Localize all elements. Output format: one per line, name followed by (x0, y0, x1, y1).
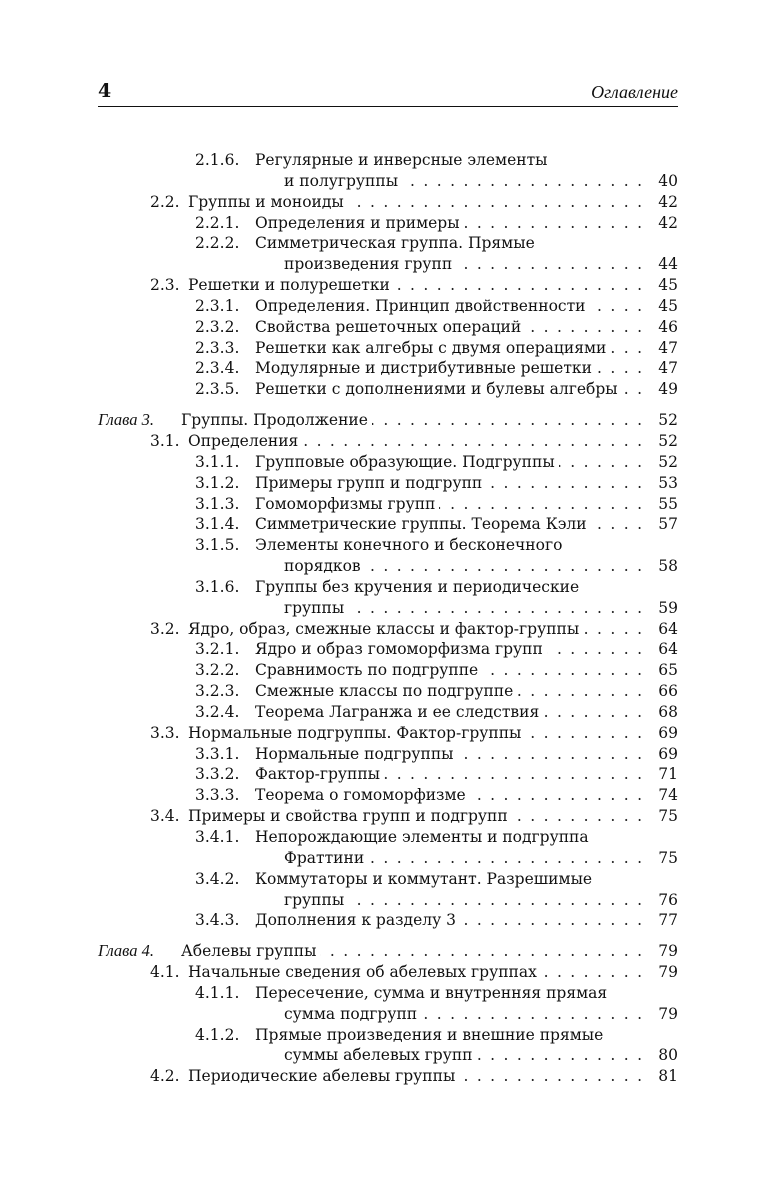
toc-entry-number: 3.1.2. (195, 473, 240, 492)
toc-page-number: 71 (658, 765, 678, 784)
toc-subsection-entry[interactable] (98, 150, 678, 171)
toc-section-entry[interactable] (98, 431, 678, 452)
toc-entry-number: 3.1.5. (195, 536, 240, 555)
toc-entry-number: 3.1.1. (195, 452, 240, 471)
toc-entry-number: 2.3.1. (195, 296, 240, 315)
toc-entry-title: Групповые образующие. Подгруппы (255, 452, 559, 473)
page-number: 4 (98, 80, 112, 102)
toc-entry-continuation[interactable] (98, 556, 678, 577)
toc-entry-title: Нормальные подгруппы. Фактор-группы (188, 723, 525, 744)
toc-entry-title: Смежные классы по подгруппе (255, 681, 517, 702)
toc-entry-title: Теорема о гомоморфизме (255, 785, 470, 806)
toc-subsection-entry[interactable] (98, 296, 678, 317)
toc-page-number: 79 (658, 963, 678, 982)
toc-subsection-entry[interactable] (98, 213, 678, 234)
toc-entry-number: 3.1.3. (195, 494, 240, 513)
toc-entry-title-continuation: сумма подгрупп (284, 1004, 421, 1025)
toc-entry-number: Глава 4. (98, 941, 154, 961)
toc-entry-title: Периодические абелевы группы (188, 1066, 459, 1087)
toc-entry-number: 3.4. (150, 807, 180, 826)
toc-page-number: 42 (658, 192, 678, 211)
toc-entry-title: Дополнения к разделу 3 (255, 910, 460, 931)
running-title: Оглавление (591, 82, 678, 102)
toc-section-entry[interactable] (98, 962, 678, 983)
toc-entry-title-continuation: суммы абелевых групп (284, 1045, 477, 1066)
toc-entry-number: 2.3.2. (195, 317, 240, 336)
toc-page-number: 44 (658, 255, 678, 274)
toc-page-number: 75 (658, 848, 678, 867)
toc-entry-title: Регулярные и инверсные элементы (255, 150, 552, 171)
toc-entry-title: Примеры групп и подгрупп (255, 473, 486, 494)
toc-entry-title: Группы и моноиды (188, 192, 348, 213)
toc-entry-title: Пересечение, сумма и внутренняя прямая (255, 983, 611, 1004)
toc-subsection-entry[interactable] (98, 452, 678, 473)
toc-subsection-entry[interactable] (98, 827, 678, 848)
toc-entry-number: 3.2.3. (195, 682, 240, 701)
toc-entry-title: Ядро и образ гомоморфизма групп (255, 639, 547, 660)
toc-entry-title: Группы без кручения и периодические (255, 577, 583, 598)
toc-page-number: 77 (658, 911, 678, 930)
toc-entry-title: Коммутаторы и коммутант. Разрешимые (255, 869, 596, 890)
toc-entry-title: Решетки и полурешетки (188, 275, 394, 296)
toc-page-number: 81 (658, 1067, 678, 1086)
toc-entry-title: Элементы конечного и бесконечного (255, 535, 566, 556)
page-header (98, 78, 678, 104)
toc-chapter-entry[interactable] (98, 410, 678, 431)
toc-entry-title: Определения (188, 431, 302, 452)
toc-page-number: 55 (658, 494, 678, 513)
toc-subsection-entry[interactable] (98, 577, 678, 598)
toc-page-number: 75 (658, 807, 678, 826)
toc-entry-title: Теорема Лагранжа и ее следствия (255, 702, 543, 723)
toc-entry-title: Гомоморфизмы групп (255, 494, 439, 515)
toc-subsection-entry[interactable] (98, 660, 678, 681)
toc-entry-number: 2.1.6. (195, 151, 240, 169)
toc-entry-number: 3.4.3. (195, 911, 240, 930)
toc-entry-number: 3.1.4. (195, 515, 240, 534)
toc-entry-number: 3.3. (150, 723, 180, 742)
toc-entry-number: 3.3.2. (195, 765, 240, 784)
toc-entry-number: 2.3.5. (195, 380, 240, 399)
toc-page-number: 46 (658, 317, 678, 336)
toc-entry-number: 2.3.3. (195, 338, 240, 357)
toc-subsection-entry[interactable] (98, 983, 678, 1004)
toc-page-number: 52 (658, 411, 678, 430)
toc-page-number: 74 (658, 786, 678, 805)
toc-entry-title: Симметрические группы. Теорема Кэли (255, 514, 591, 535)
toc-entry-number: Глава 3. (98, 410, 154, 430)
toc-entry-number: 2.2.2. (195, 234, 240, 253)
toc-entry-number: 3.1.6. (195, 577, 240, 596)
table-of-contents (98, 150, 678, 1087)
toc-entry-title-continuation: группы (284, 598, 348, 619)
toc-section-entry[interactable] (98, 192, 678, 213)
toc-entry-continuation[interactable] (98, 1045, 678, 1066)
toc-entry-title: Группы. Продолжение (181, 410, 372, 431)
toc-entry-title: Фактор-группы (255, 764, 384, 785)
toc-entry-number: 3.3.3. (195, 786, 240, 805)
toc-page-number: 58 (658, 557, 678, 576)
toc-entry-title-continuation: произведения групп (284, 254, 456, 275)
toc-section-entry[interactable] (98, 806, 678, 827)
toc-page-number: 80 (658, 1046, 678, 1065)
toc-entry-title: Определения. Принцип двойственности (255, 296, 590, 317)
toc-entry-number: 3.4.1. (195, 828, 240, 846)
toc-entry-number: 4.2. (150, 1067, 180, 1086)
toc-entry-title-continuation: порядков (284, 556, 365, 577)
toc-entry-title: Симметрическая группа. Прямые (255, 233, 539, 254)
toc-entry-number: 3.3.1. (195, 744, 240, 763)
toc-page-number: 69 (658, 723, 678, 742)
toc-page-number: 47 (658, 338, 678, 357)
toc-chapter-gap (98, 400, 678, 410)
toc-entry-title: Свойства решеточных операций (255, 317, 525, 338)
toc-page-number: 76 (658, 890, 678, 909)
toc-entry-title: Примеры и свойства групп и подгрупп (188, 806, 512, 827)
toc-entry-title: Модулярные и дистрибутивные решетки (255, 358, 596, 379)
toc-entry-title: Начальные сведения об абелевых группах (188, 962, 541, 983)
toc-subsection-entry[interactable] (98, 764, 678, 785)
toc-page-number: 59 (658, 598, 678, 617)
toc-subsection-entry[interactable] (98, 379, 678, 400)
toc-page-number: 64 (658, 640, 678, 659)
toc-page-number: 40 (658, 171, 678, 190)
toc-section-entry[interactable] (98, 723, 678, 744)
toc-page-number: 79 (658, 1004, 678, 1023)
toc-subsection-entry[interactable] (98, 869, 678, 890)
toc-subsection-entry[interactable] (98, 639, 678, 660)
toc-page-number: 42 (658, 213, 678, 232)
toc-subsection-entry[interactable] (98, 681, 678, 702)
toc-subsection-entry[interactable] (98, 702, 678, 723)
toc-page-number: 53 (658, 473, 678, 492)
toc-entry-continuation[interactable] (98, 890, 678, 911)
toc-subsection-entry[interactable] (98, 338, 678, 359)
toc-entry-continuation[interactable] (98, 598, 678, 619)
toc-entry-number: 3.2.2. (195, 661, 240, 680)
toc-entry-continuation[interactable] (98, 171, 678, 192)
toc-entry-continuation[interactable] (98, 254, 678, 275)
toc-entry-number: 3.2.4. (195, 702, 240, 721)
toc-section-entry[interactable] (98, 619, 678, 640)
toc-entry-number: 3.2. (150, 619, 180, 638)
toc-subsection-entry[interactable] (98, 317, 678, 338)
toc-page-number: 45 (658, 276, 678, 295)
toc-entry-number: 2.3.4. (195, 359, 240, 378)
toc-page-number: 79 (658, 942, 678, 961)
toc-entry-title-continuation: Фраттини (284, 848, 368, 869)
toc-chapter-gap (98, 931, 678, 941)
toc-entry-title: Решетки с дополнениями и булевы алгебры (255, 379, 622, 400)
toc-page-number: 68 (658, 702, 678, 721)
toc-subsection-entry[interactable] (98, 473, 678, 494)
toc-page-number: 52 (658, 431, 678, 450)
toc-subsection-entry[interactable] (98, 358, 678, 379)
toc-entry-title: Сравнимость по подгруппе (255, 660, 482, 681)
toc-entry-title: Непорождающие элементы и подгруппа (255, 827, 593, 848)
toc-entry-title: Абелевы группы (181, 941, 320, 962)
toc-entry-number: 4.1. (150, 963, 180, 982)
toc-section-entry[interactable] (98, 1066, 678, 1087)
toc-entry-title: Определения и примеры (255, 213, 464, 234)
toc-entry-title-continuation: группы (284, 890, 348, 911)
toc-entry-title: Прямые произведения и внешние прямые (255, 1025, 607, 1046)
toc-entry-number: 3.4.2. (195, 869, 240, 888)
toc-subsection-entry[interactable] (98, 514, 678, 535)
toc-subsection-entry[interactable] (98, 910, 678, 931)
toc-entry-title: Ядро, образ, смежные классы и фактор-группы (188, 619, 583, 640)
toc-entry-title-continuation: и полугруппы (284, 171, 402, 192)
toc-entry-number: 4.1.1. (195, 983, 240, 1002)
toc-section-entry[interactable] (98, 275, 678, 296)
toc-entry-number: 2.3. (150, 276, 180, 295)
toc-page-number: 57 (658, 515, 678, 534)
toc-entry-title: Нормальные подгруппы (255, 744, 458, 765)
toc-subsection-entry[interactable] (98, 744, 678, 765)
toc-chapter-entry[interactable] (98, 941, 678, 962)
toc-page-number: 69 (658, 744, 678, 763)
toc-entry-number: 3.2.1. (195, 640, 240, 659)
toc-page-number: 45 (658, 296, 678, 315)
toc-entry-number: 2.2.1. (195, 213, 240, 232)
toc-page-number: 65 (658, 661, 678, 680)
toc-page-number: 47 (658, 359, 678, 378)
toc-subsection-entry[interactable] (98, 535, 678, 556)
toc-entry-continuation[interactable] (98, 848, 678, 869)
toc-page-number: 49 (658, 380, 678, 399)
toc-entry-number: 3.1. (150, 431, 180, 450)
toc-subsection-entry[interactable] (98, 1025, 678, 1046)
toc-entry-continuation[interactable] (98, 1004, 678, 1025)
toc-subsection-entry[interactable] (98, 233, 678, 254)
toc-entry-number: 4.1.2. (195, 1025, 240, 1044)
header-rule (98, 106, 678, 107)
toc-subsection-entry[interactable] (98, 494, 678, 515)
toc-entry-number: 2.2. (150, 192, 180, 211)
toc-subsection-entry[interactable] (98, 785, 678, 806)
toc-page-number: 52 (658, 452, 678, 471)
toc-page-number: 66 (658, 682, 678, 701)
toc-entry-title: Решетки как алгебры с двумя операциями (255, 338, 610, 359)
toc-page-number: 64 (658, 619, 678, 638)
